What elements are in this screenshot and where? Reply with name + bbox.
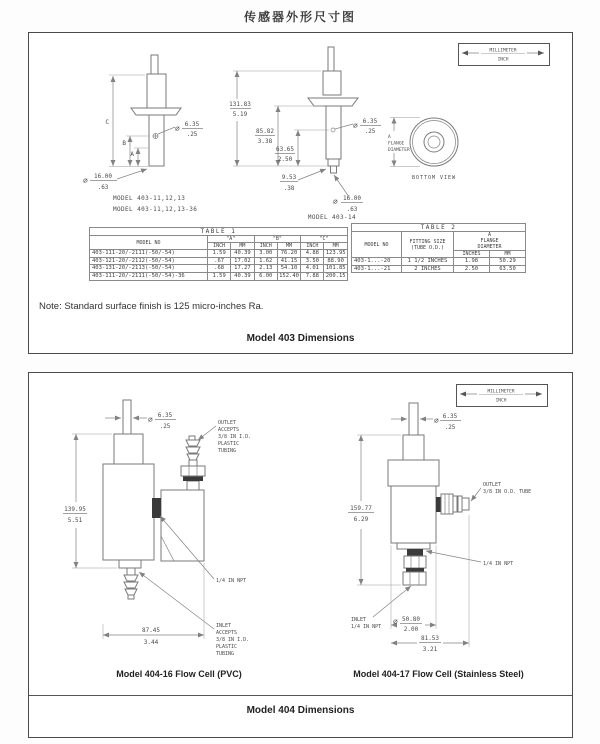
model-label-line2: MODEL 403-11,12,13-36	[113, 206, 198, 213]
flange-dia-label-line3: DIAMETER	[388, 148, 410, 153]
page-title: 传感器外形尺寸图	[243, 10, 356, 24]
upper-mm: 85.82	[255, 128, 275, 135]
phi-symbol: ⌀	[393, 617, 398, 626]
cell-model: 403-1...-20	[352, 258, 402, 266]
phi-symbol: ⌀	[434, 416, 439, 425]
hole-dia-mm: 6.35	[362, 118, 378, 125]
cell-a-mm: 17.02	[231, 257, 254, 265]
cell-c-in: 4.88	[301, 250, 324, 258]
probe-dia-mm: 6.35	[442, 413, 458, 420]
table-2-flange-header	[454, 232, 526, 251]
npt-callout: 1/4 IN NPT	[216, 578, 247, 584]
cell-model: 403-131-20/-2113(-50/-54)	[90, 265, 208, 273]
cell-a-mm: 40.39	[231, 272, 254, 280]
table-2-fitting-header	[402, 232, 454, 258]
tip-dia-mm: 16.00	[342, 195, 362, 202]
outlet-callout-line5: TUBING	[218, 448, 237, 454]
table-row	[90, 250, 348, 258]
flange-header-line2: FLANGE	[480, 238, 499, 245]
npt-callout: 1/4 IN NPT	[483, 561, 514, 567]
cell-model: 403-1...-21	[352, 265, 402, 273]
width-mm: 87.45	[141, 627, 161, 634]
cell-a-in: 1.59	[208, 250, 231, 258]
col-inch: INCH	[301, 243, 324, 250]
legend-inch-label: INCH	[497, 57, 509, 63]
table-row	[90, 257, 348, 265]
col-mm: MM	[324, 243, 347, 250]
cell-model: 403-111-20/-2111(-50/-54)	[90, 250, 208, 258]
flange-header-line1: A	[488, 232, 492, 239]
inlet-callout-line5: TUBING	[216, 651, 235, 657]
outlet-callout-line1: OUTLET	[218, 420, 237, 426]
probe-dia-in: .25	[444, 424, 456, 431]
height-mm: 159.77	[350, 505, 372, 512]
col-mm: MM	[490, 251, 526, 258]
cell-c-in: 3.50	[301, 257, 324, 265]
table-1-model-header: MODEL NO	[90, 236, 208, 250]
table-1-title: TABLE 1	[90, 228, 348, 236]
bottom-view-caption: BOTTOM VIEW	[411, 175, 457, 181]
cell-c-mm: 200.15	[325, 272, 346, 279]
flow-cell-pvc-drawing	[61, 386, 311, 674]
fitting-header-line1: FITTING SIZE	[409, 238, 446, 245]
outlet-callout-line2: 3/8 IN O.D. TUBE	[483, 489, 532, 495]
dim-letter-a: A	[130, 151, 134, 158]
dim-letter-b: B	[122, 140, 126, 147]
model-label: MODEL 403-14	[307, 214, 357, 221]
cell-a-in: 1.59	[208, 272, 231, 280]
probe-dia-mm: 6.35	[157, 412, 173, 419]
col-inch: INCH	[254, 243, 277, 250]
tiplen-mm: 9.53	[281, 174, 297, 181]
tip-dia-in: .63	[97, 184, 109, 191]
table-row	[90, 272, 348, 280]
cell-b-in: 6.00	[254, 272, 277, 280]
hole-dia-in: .25	[186, 131, 198, 138]
height-in: 5.51	[67, 517, 83, 524]
flange-dia-label-line2: FLANGE	[388, 141, 405, 147]
inlet-callout-line1: INLET	[351, 617, 367, 623]
col-inches: INCHES	[454, 251, 490, 258]
overall-in: 5.19	[232, 111, 248, 118]
cell-fitting: 1 1/2 INCHES	[402, 258, 454, 266]
model-label-line1: MODEL 403-11,12,13	[113, 195, 186, 202]
flange-dia-label-line1: A	[388, 135, 391, 140]
pvc-caption: Model 404-16 Flow Cell (PVC)	[116, 669, 242, 679]
inlet-callout-line2: ACCEPTS	[216, 630, 238, 636]
table-row	[352, 258, 526, 266]
cell-b-in: 2.13	[254, 265, 277, 273]
width-in: 3.21	[422, 646, 438, 653]
cell-c-in: 7.88	[301, 272, 324, 280]
cell-b-mm: 152.40	[279, 272, 299, 279]
outlet-callout-line1: OUTLET	[483, 482, 502, 488]
table-row	[90, 265, 348, 273]
table-1	[89, 227, 348, 281]
cell-dia-in: 2.00	[403, 626, 419, 633]
table-2	[351, 223, 526, 273]
outlet-callout-line4: PLASTIC	[218, 441, 240, 447]
table-2-title: TABLE 2	[352, 224, 526, 232]
phi-symbol: ⌀	[333, 197, 338, 206]
units-legend	[458, 43, 550, 66]
cell-dia-mm: 50.80	[401, 616, 421, 623]
table-1-group-b: "B"	[254, 236, 301, 243]
cell-c-mm: 123.95	[325, 250, 346, 257]
phi-symbol: ⌀	[353, 121, 358, 130]
inlet-callout-line3: 3/8 IN I.D.	[216, 637, 250, 643]
inlet-callout-line1: INLET	[216, 623, 232, 629]
cell-a-mm: 17.27	[231, 265, 254, 273]
table-1-group-c: "C"	[301, 236, 348, 243]
overall-mm: 131.83	[229, 101, 251, 108]
col-inch: INCH	[208, 243, 231, 250]
phi-symbol: ⌀	[148, 415, 153, 424]
inlet-callout-line2: 1/4 IN NPT	[351, 624, 382, 630]
cell-c-mm: 101.85	[325, 265, 346, 272]
cell-mm: 50.29	[490, 258, 526, 266]
height-in: 6.29	[353, 516, 369, 523]
hole-dia-in: .25	[364, 128, 376, 135]
flange-header-line3: DIAMETER	[477, 244, 502, 251]
outlet-callout-line2: ACCEPTS	[218, 427, 240, 433]
cell-inches: 1.98	[454, 258, 490, 266]
lower-mm: 63.65	[275, 146, 295, 153]
cell-inches: 2.50	[454, 265, 490, 273]
cell-b-mm: 76.20	[277, 250, 300, 258]
height-mm: 139.95	[64, 506, 86, 513]
cell-c-mm: 88.90	[324, 257, 347, 265]
cell-c-in: 4.01	[301, 265, 324, 273]
cell-a-in: .68	[208, 265, 231, 273]
table-2-model-header: MODEL NO	[352, 232, 402, 258]
cell-a-mm: 40.39	[231, 250, 254, 258]
cell-model: 403-121-20/-2112(-50/-54)	[90, 257, 208, 265]
cell-b-in: 1.62	[254, 257, 277, 265]
tip-dia-mm: 16.00	[93, 173, 113, 180]
cell-mm: 63.50	[490, 265, 526, 273]
upper-in: 3.38	[257, 138, 273, 145]
tip-dia-in: .63	[346, 206, 358, 213]
col-mm: MM	[231, 243, 254, 250]
dim-letter-c: C	[105, 119, 109, 126]
units-legend-arrow-icon	[459, 44, 547, 63]
table-1-group-a: "A"	[208, 236, 255, 243]
col-mm: MM	[277, 243, 300, 250]
panel-404-caption: Model 404 Dimensions	[246, 705, 355, 716]
panel-403-caption: Model 403 Dimensions	[246, 333, 355, 344]
hole-dia-mm: 6.35	[184, 121, 200, 128]
sensor-403-14-drawing	[229, 45, 404, 220]
cell-b-mm: 54.10	[277, 265, 300, 273]
fitting-header-line2: (TUBE O.D.)	[410, 244, 445, 251]
cell-a-in: .67	[208, 257, 231, 265]
surface-finish-note: Note: Standard surface finish is 125 micro-inches Ra.	[39, 301, 264, 312]
model-403-panel	[28, 32, 573, 354]
cell-b-in: 3.00	[254, 250, 277, 258]
model-404-panel	[28, 372, 573, 738]
cell-model: 403-111-20/-2111(-50/-54)-36	[90, 272, 208, 280]
inlet-callout-line4: PLASTIC	[216, 644, 238, 650]
cell-fitting: 2 INCHES	[402, 265, 454, 273]
legend-mm-label: MILLIMETER	[487, 389, 515, 395]
cell-b-mm: 41.15	[277, 257, 300, 265]
bottom-view-drawing	[386, 104, 531, 184]
width-mm: 81.53	[420, 635, 440, 642]
legend-inch-label: INCH	[495, 398, 507, 404]
flow-cell-ss-drawing	[331, 389, 571, 669]
outlet-callout-line3: 3/8 IN I.D.	[218, 434, 252, 440]
caption-divider	[29, 695, 572, 696]
probe-dia-in: .25	[159, 423, 171, 430]
legend-mm-label: MILLIMETER	[489, 48, 517, 54]
tiplen-in: .38	[283, 185, 295, 192]
width-in: 3.44	[143, 639, 159, 646]
ss-caption: Model 404-17 Flow Cell (Stainless Steel)	[353, 669, 524, 679]
table-row	[352, 265, 526, 273]
phi-symbol: ⌀	[83, 176, 88, 185]
sensor-403-11-12-13-drawing	[79, 47, 239, 219]
phi-symbol: ⌀	[175, 124, 180, 133]
lower-in: 2.50	[277, 156, 293, 163]
